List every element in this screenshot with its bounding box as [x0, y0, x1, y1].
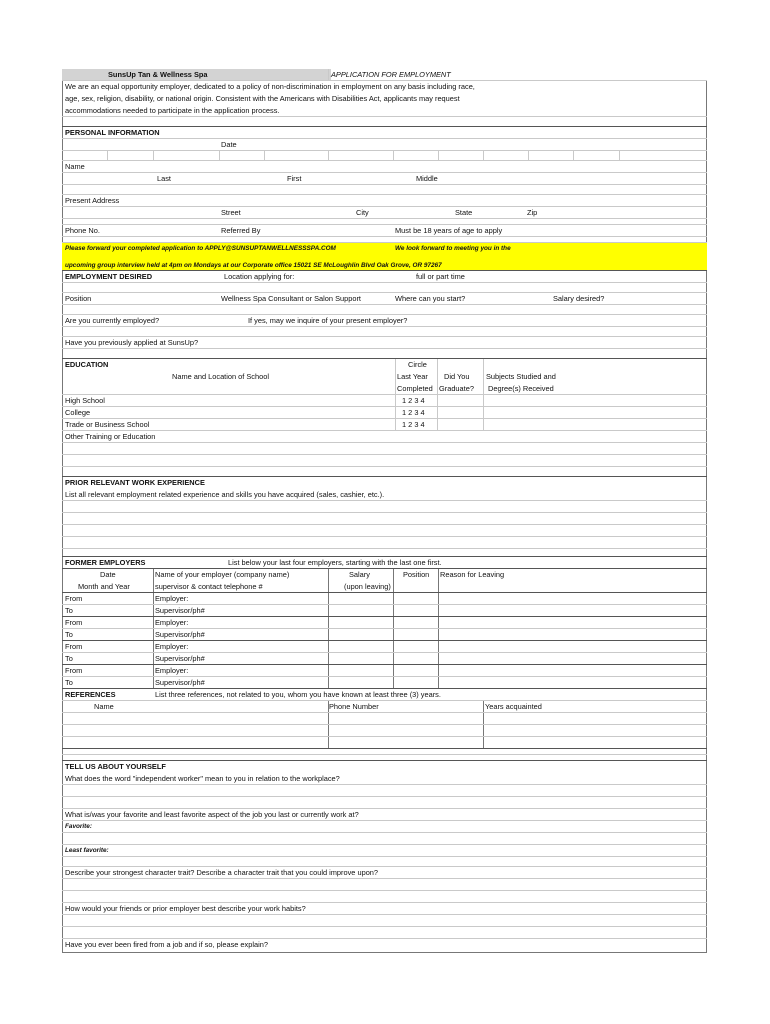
education-header-row-2 — [62, 383, 707, 395]
former-employer-row[interactable] — [62, 593, 707, 605]
previously-applied-question: Have you previously applied at SunsUp? — [65, 338, 199, 347]
reference-row[interactable] — [62, 725, 707, 737]
q4-row — [62, 903, 707, 915]
degrees-header: Degree(s) Received — [488, 384, 554, 393]
position-value: Wellness Spa Consultant or Salon Support — [221, 294, 361, 303]
supervisor-label: Supervisor/ph# — [155, 630, 205, 639]
work-experience-line[interactable] — [62, 537, 707, 549]
notice-row-2 — [62, 261, 707, 271]
work-experience-line[interactable] — [62, 525, 707, 537]
least-favorite-row[interactable] — [62, 845, 707, 857]
zip-label: Zip — [527, 208, 538, 217]
year-options[interactable]: 1 2 3 4 — [402, 396, 425, 405]
last-year-header: Last Year — [397, 372, 428, 381]
former-employers-rows — [62, 593, 707, 689]
to-date-label: To — [65, 678, 73, 687]
position-row[interactable] — [62, 293, 707, 305]
notice-interview-text: upcoming group interview held at 4pm on Mondays at our Corporate office 15021 SE McLoughlin Blvd Oak Grove, OR 97267 — [65, 262, 442, 269]
favorite-label: Favorite: — [65, 823, 92, 830]
street-label: Street — [221, 208, 241, 217]
spacer-row — [62, 467, 707, 477]
supervisor-label: Supervisor/ph# — [155, 654, 205, 663]
former-employers-header-2 — [62, 581, 707, 593]
referred-by-label: Referred By — [221, 226, 261, 235]
subjects-header: Subjects Studied and — [486, 372, 556, 381]
month-year-header: Month and Year — [78, 582, 130, 591]
eeo-line-3 — [62, 105, 707, 117]
previously-applied-row[interactable] — [62, 337, 707, 349]
q2-row — [62, 809, 707, 821]
reference-row[interactable] — [62, 737, 707, 749]
personal-heading-row — [62, 127, 707, 139]
spacer-row — [62, 117, 707, 127]
former-employers-heading: FORMER EMPLOYERS — [65, 558, 146, 567]
spacer-row — [62, 549, 707, 557]
about-heading-row — [62, 761, 707, 773]
education-heading: EDUCATION — [65, 360, 109, 369]
reason-leaving-header: Reason for Leaving — [440, 570, 505, 579]
supervisor-contact-header: supervisor & contact telephone # — [155, 582, 263, 591]
did-you-header: Did You — [444, 372, 470, 381]
blank-row — [62, 305, 707, 315]
fired-question: Have you ever been fired from a job and if so, please explain? — [65, 940, 268, 949]
favorite-row[interactable] — [62, 821, 707, 833]
form-title: APPLICATION FOR EMPLOYMENT — [331, 69, 707, 80]
years-acquainted-header: Years acquainted — [485, 702, 542, 711]
reference-row[interactable] — [62, 713, 707, 725]
personal-info-heading: PERSONAL INFORMATION — [65, 128, 160, 137]
from-date-label: From — [65, 618, 83, 627]
position-header: Position — [403, 570, 430, 579]
former-employer-row[interactable] — [62, 629, 707, 641]
full-part-time-label: full or part time — [416, 272, 465, 281]
completed-header: Completed — [397, 384, 433, 393]
year-options[interactable]: 1 2 3 4 — [402, 408, 425, 417]
answer-line[interactable] — [62, 857, 707, 867]
eeo-text-2: age, sex, religion, disability, or national origin. Consistent with the Americans with Disabilities Act, applicants may request — [65, 94, 460, 103]
trade-school-label: Trade or Business School — [65, 420, 150, 429]
start-date-label: Where can you start? — [395, 294, 466, 303]
blank-row[interactable] — [62, 455, 707, 467]
education-header-row-1 — [62, 371, 707, 383]
former-employer-row[interactable] — [62, 653, 707, 665]
references-heading: REFERENCES — [65, 690, 116, 699]
upon-leaving-header: (upon leaving) — [344, 582, 391, 591]
employer-name-header: Name of your employer (company name) — [155, 570, 290, 579]
salary-header: Salary — [349, 570, 370, 579]
work-experience-heading-row — [62, 477, 707, 489]
eeo-line-1 — [62, 81, 707, 93]
from-date-label: From — [65, 594, 83, 603]
to-date-label: To — [65, 630, 73, 639]
former-employers-instruction: List below your last four employers, starting with the last one first. — [228, 558, 442, 567]
present-address-label: Present Address — [65, 196, 120, 205]
name-label: Name — [65, 162, 85, 171]
from-date-label: From — [65, 666, 83, 675]
last-name-label: Last — [157, 174, 171, 183]
favorite-aspect-question: What is/was your favorite and least favorite aspect of the job you last or currently work at? — [65, 810, 359, 819]
date-row[interactable] — [62, 139, 707, 151]
location-label: Location applying for: — [224, 272, 295, 281]
answer-line[interactable] — [62, 833, 707, 845]
other-training-label: Other Training or Education — [65, 432, 156, 441]
former-employers-heading-row — [62, 557, 707, 569]
high-school-label: High School — [65, 396, 105, 405]
spacer-row — [62, 349, 707, 359]
former-employer-row[interactable] — [62, 677, 707, 689]
references-heading-row — [62, 689, 707, 701]
former-employers-header-1 — [62, 569, 707, 581]
independent-worker-question: What does the word "independent worker" mean to you in relation to the workplace? — [65, 774, 340, 783]
position-label: Position — [65, 294, 92, 303]
eeo-line-2 — [62, 93, 707, 105]
phone-row[interactable] — [62, 225, 707, 237]
eeo-text-1: We are an equal opportunity employer, dedicated to a policy of non-discrimination in employment on any basis including race, — [65, 82, 475, 91]
employment-desired-row — [62, 271, 707, 283]
notice-email-text: Please forward your completed application to APPLY@SUNSUPTANWELLNESSSPA.COM — [65, 245, 336, 252]
salary-desired-label: Salary desired? — [553, 294, 605, 303]
character-trait-question: Describe your strongest character trait? Describe a character trait that you could improve upon? — [65, 868, 379, 877]
from-date-label: From — [65, 642, 83, 651]
former-employer-row[interactable] — [62, 605, 707, 617]
education-row-other[interactable] — [62, 431, 707, 443]
to-date-label: To — [65, 606, 73, 615]
college-label: College — [65, 408, 91, 417]
about-yourself-heading: TELL US ABOUT YOURSELF — [65, 762, 166, 771]
work-experience-heading: PRIOR RELEVANT WORK EXPERIENCE — [65, 478, 205, 487]
state-label: State — [455, 208, 473, 217]
q3-row — [62, 867, 707, 879]
employer-label: Employer: — [155, 618, 189, 627]
eeo-text-3: accommodations needed to participate in the application process. — [65, 106, 280, 115]
currently-employed-question: Are you currently employed? — [65, 316, 160, 325]
blank-row[interactable] — [62, 443, 707, 455]
answer-line[interactable] — [62, 927, 707, 939]
date-label: Date — [221, 140, 237, 149]
inquire-employer-question: If yes, may we inquire of your present employer? — [248, 316, 408, 325]
work-experience-line[interactable] — [62, 513, 707, 525]
employer-label: Employer: — [155, 666, 189, 675]
title-row — [62, 69, 707, 81]
employer-label: Employer: — [155, 594, 189, 603]
least-favorite-label: Least favorite: — [65, 847, 109, 854]
work-habits-question: How would your friends or prior employer best describe your work habits? — [65, 904, 306, 913]
supervisor-label: Supervisor/ph# — [155, 678, 205, 687]
to-date-label: To — [65, 654, 73, 663]
references-header-row — [62, 701, 707, 713]
q5-row — [62, 939, 707, 951]
city-label: City — [356, 208, 369, 217]
blank-row — [62, 283, 707, 293]
currently-employed-row[interactable] — [62, 315, 707, 327]
answer-line[interactable] — [62, 891, 707, 903]
former-employer-row[interactable] — [62, 665, 707, 677]
age-requirement-note: Must be 18 years of age to apply — [395, 226, 503, 235]
answer-line[interactable] — [62, 879, 707, 891]
graduate-header: Graduate? — [439, 384, 474, 393]
references-instruction: List three references, not related to you, whom you have known at least three (3) years. — [155, 690, 441, 699]
work-experience-line[interactable] — [62, 501, 707, 513]
blank-row — [62, 151, 707, 161]
employment-desired-heading: EMPLOYMENT DESIRED — [65, 272, 153, 281]
middle-name-label: Middle — [416, 174, 438, 183]
name-parts-row — [62, 173, 707, 185]
q1-row — [62, 773, 707, 785]
notice-row-1 — [62, 243, 707, 255]
address-parts-row — [62, 207, 707, 219]
answer-line[interactable] — [62, 797, 707, 809]
circle-label: Circle — [408, 360, 427, 369]
name-row[interactable] — [62, 161, 707, 173]
first-name-label: First — [287, 174, 302, 183]
work-experience-instruction: List all relevant employment related experience and skills you have acquired (sales, cashier, etc.). — [65, 490, 385, 499]
employer-label: Employer: — [155, 642, 189, 651]
phone-label: Phone No. — [65, 226, 100, 235]
former-employer-row[interactable] — [62, 617, 707, 629]
reference-name-header: Name — [94, 702, 114, 711]
education-heading-row — [62, 359, 707, 371]
company-name: SunsUp Tan & Wellness Spa — [108, 70, 208, 79]
employment-application-sheet — [62, 69, 707, 951]
notice-meeting-text: We look forward to meeting you in the — [395, 245, 511, 252]
address-row[interactable] — [62, 195, 707, 207]
blank-row — [62, 327, 707, 337]
education-row-college[interactable] — [62, 407, 707, 419]
answer-line[interactable] — [62, 915, 707, 927]
supervisor-label: Supervisor/ph# — [155, 606, 205, 615]
education-row-trade[interactable] — [62, 419, 707, 431]
reference-phone-header: Phone Number — [329, 702, 379, 711]
year-options[interactable]: 1 2 3 4 — [402, 420, 425, 429]
date-header: Date — [100, 570, 116, 579]
answer-line[interactable] — [62, 785, 707, 797]
work-experience-instruction-row — [62, 489, 707, 501]
education-row-high-school[interactable] — [62, 395, 707, 407]
former-employer-row[interactable] — [62, 641, 707, 653]
school-name-location-header: Name and Location of School — [172, 372, 269, 381]
blank-row — [62, 185, 707, 195]
